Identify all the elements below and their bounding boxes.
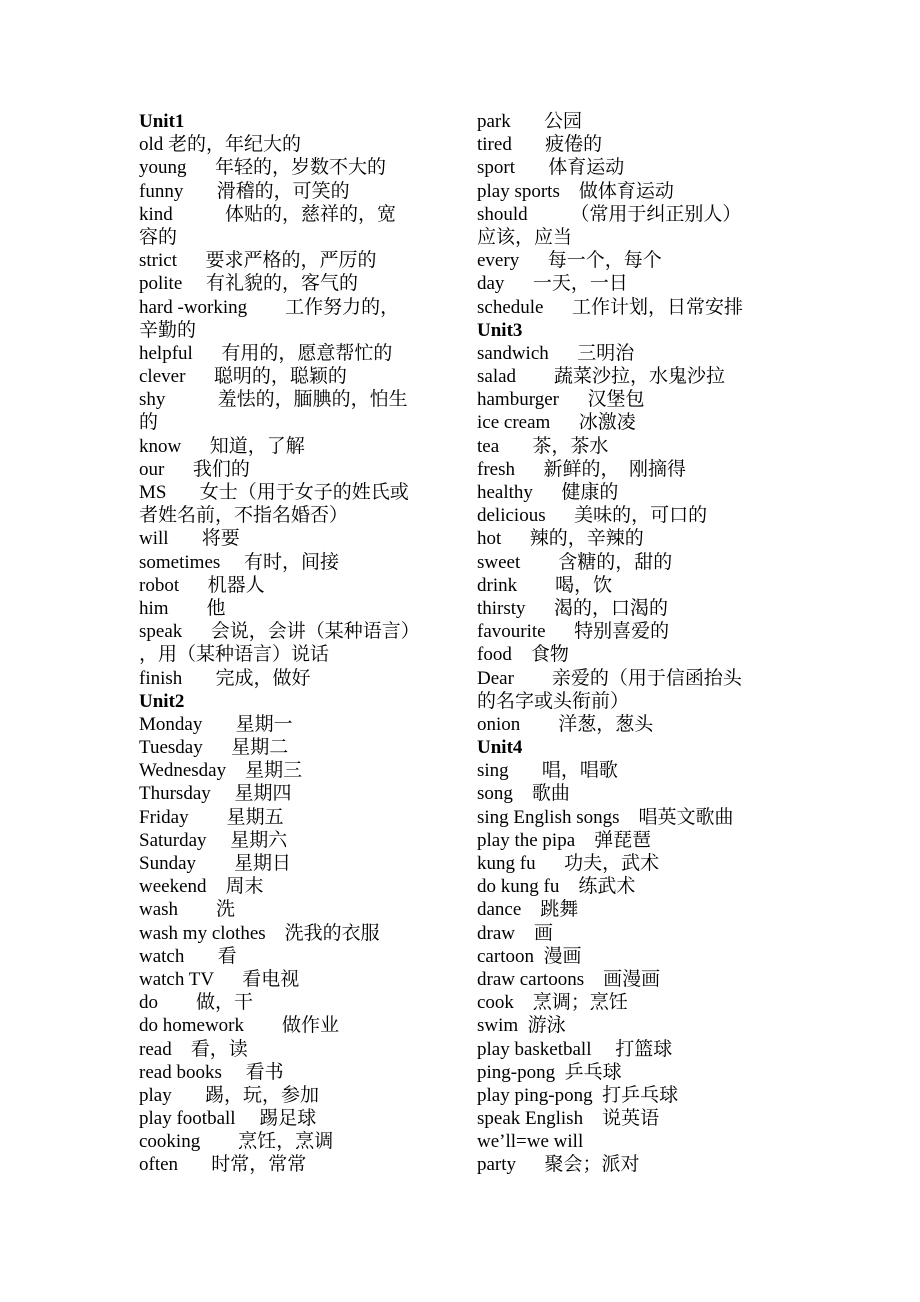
vocab-line: do homework 做作业 (139, 1015, 340, 1037)
vocab-line: we’ll=we will (477, 1131, 584, 1153)
vocab-line: often 时常，常常 (139, 1154, 307, 1176)
vocab-line: watch TV 看电视 (139, 968, 300, 990)
vocab-line: hamburger 汉堡包 (477, 389, 645, 411)
vocab-line: 容的 (139, 226, 178, 248)
vocab-line: MS 女士（用于女子的姓氏或 (139, 482, 409, 503)
vocab-line: old 老的，年纪大的 (139, 134, 302, 156)
vocab-line: robot 机器人 (139, 574, 265, 596)
vocab-line: clever 聪明的，聪颖的 (139, 366, 347, 388)
vocab-line: weekend 周末 (139, 876, 264, 898)
vocab-line: kind 体贴的，慈祥的，宽 (139, 203, 397, 225)
vocab-line: play 踢，玩，参加 (139, 1084, 319, 1106)
vocab-line: cartoon 漫画 (477, 945, 582, 967)
vocab-line: play the pipa 弹琵琶 (477, 829, 652, 851)
vocab-line: salad 蔬菜沙拉，水鬼沙拉 (477, 366, 726, 388)
vocab-line: shy 羞怯的，腼腆的，怕生 (139, 389, 408, 411)
vocab-line: Sunday 星期日 (139, 853, 292, 874)
vocab-line: polite 有礼貌的，客气的 (139, 273, 359, 295)
right-column (477, 110, 787, 1177)
vocab-line: ice cream 冰激凌 (477, 412, 636, 434)
vocab-line: fresh 新鲜的， 刚摘得 (477, 458, 686, 480)
vocab-line: healthy 健康的 (477, 482, 619, 503)
vocab-line: 者姓名前，不指名婚否） (139, 505, 349, 527)
vocab-line: hot 辣的，辛辣的 (477, 528, 644, 550)
vocab-line: Tuesday 星期二 (139, 737, 289, 759)
vocab-line: do kung fu 练武术 (477, 876, 636, 898)
vocab-line: 的 (139, 412, 159, 434)
vocab-line: draw 画 (477, 922, 553, 944)
vocab-line: day 一天，一日 (477, 273, 628, 295)
vocab-line: play ping-pong 打乒乓球 (477, 1084, 679, 1106)
vocab-line: cook 烹调；烹饪 (477, 992, 628, 1014)
vocab-line: speak 会说，会讲（某种语言） (139, 621, 420, 643)
vocab-line: song 歌曲 (477, 783, 570, 805)
vocab-line: drink 喝，饮 (477, 574, 613, 596)
vocab-line: sandwich 三明治 (477, 342, 635, 364)
vocab-line: young 年轻的，岁数不大的 (139, 157, 387, 179)
vocab-line: know 知道，了解 (139, 435, 305, 457)
vocab-line: our 我们的 (139, 458, 250, 480)
vocab-line: every 每一个，每个 (477, 250, 662, 272)
vocab-line: Dear 亲爱的（用于信函抬头 (477, 667, 742, 689)
vocab-line: kung fu 功夫，武术 (477, 853, 660, 874)
vocab-line: dance 跳舞 (477, 899, 579, 921)
vocab-line: Monday 星期一 (139, 713, 293, 735)
vocab-line: play basketball 打篮球 (477, 1038, 673, 1060)
vocab-line: will 将要 (139, 528, 240, 550)
vocab-line: watch 看 (139, 945, 237, 967)
vocab-line: do 做，干 (139, 992, 254, 1014)
vocab-line: schedule 工作计划，日常安排 (477, 296, 743, 318)
vocab-line: Thursday 星期四 (139, 783, 292, 805)
vocab-line: ping-pong 乒乓球 (477, 1061, 622, 1083)
vocab-line: party 聚会；派对 (477, 1154, 640, 1176)
vocab-line: play football 踢足球 (139, 1108, 317, 1130)
vocab-line: sing English songs 唱英文歌曲 (477, 806, 734, 828)
vocab-line: park 公园 (477, 111, 583, 132)
unit-heading: Unit3 (477, 319, 523, 341)
vocab-line: sweet 含糖的，甜的 (477, 551, 673, 573)
unit-heading: Unit2 (139, 690, 185, 712)
vocab-line: Friday 星期五 (139, 806, 284, 828)
vocab-line: sport 体育运动 (477, 157, 625, 179)
vocab-line: sometimes 有时，间接 (139, 551, 340, 573)
vocab-line: read 看，读 (139, 1038, 248, 1060)
vocab-line: wash my clothes 洗我的衣服 (139, 922, 380, 944)
vocab-line: read books 看书 (139, 1061, 284, 1083)
vocab-line: food 食物 (477, 644, 569, 666)
vocab-line: sing 唱，唱歌 (477, 760, 618, 782)
vocab-line: him 他 (139, 597, 226, 619)
vocab-line: Saturday 星期六 (139, 829, 288, 851)
vocab-line: delicious 美味的，可口的 (477, 505, 708, 527)
vocab-line: cooking 烹饪，烹调 (139, 1131, 334, 1153)
vocab-line: ，用（某种语言）说话 (139, 644, 330, 666)
vocab-line: helpful 有用的，愿意帮忙的 (139, 342, 393, 364)
vocab-line: thirsty 渴的，口渴的 (477, 597, 669, 619)
vocab-line: Wednesday 星期三 (139, 760, 303, 782)
left-column (139, 110, 451, 1177)
unit-heading: Unit4 (477, 737, 523, 759)
vocab-line: tired 疲倦的 (477, 134, 603, 156)
vocab-line: tea 茶，茶水 (477, 435, 609, 457)
vocab-line: 的名字或头衔前） (477, 690, 630, 712)
vocab-line: hard -working 工作努力的， (139, 296, 400, 318)
vocab-line: strict 要求严格的，严厉的 (139, 250, 377, 272)
vocab-line: 辛勤的 (139, 319, 197, 341)
vocab-line: draw cartoons 画漫画 (477, 968, 661, 990)
vocab-line: onion 洋葱，葱头 (477, 713, 654, 735)
vocab-line: favourite 特别喜爱的 (477, 621, 670, 643)
vocab-line: should （常用于纠正别人） (477, 203, 742, 225)
unit-heading: Unit1 (139, 111, 185, 132)
vocab-line: wash 洗 (139, 899, 236, 921)
vocab-line: swim 游泳 (477, 1015, 566, 1037)
vocab-line: play sports 做体育运动 (477, 180, 674, 202)
vocab-line: funny 滑稽的，可笑的 (139, 180, 350, 202)
vocab-line: 应该，应当 (477, 226, 573, 248)
vocab-line: speak English 说英语 (477, 1108, 660, 1130)
vocab-line: finish 完成，做好 (139, 667, 311, 689)
